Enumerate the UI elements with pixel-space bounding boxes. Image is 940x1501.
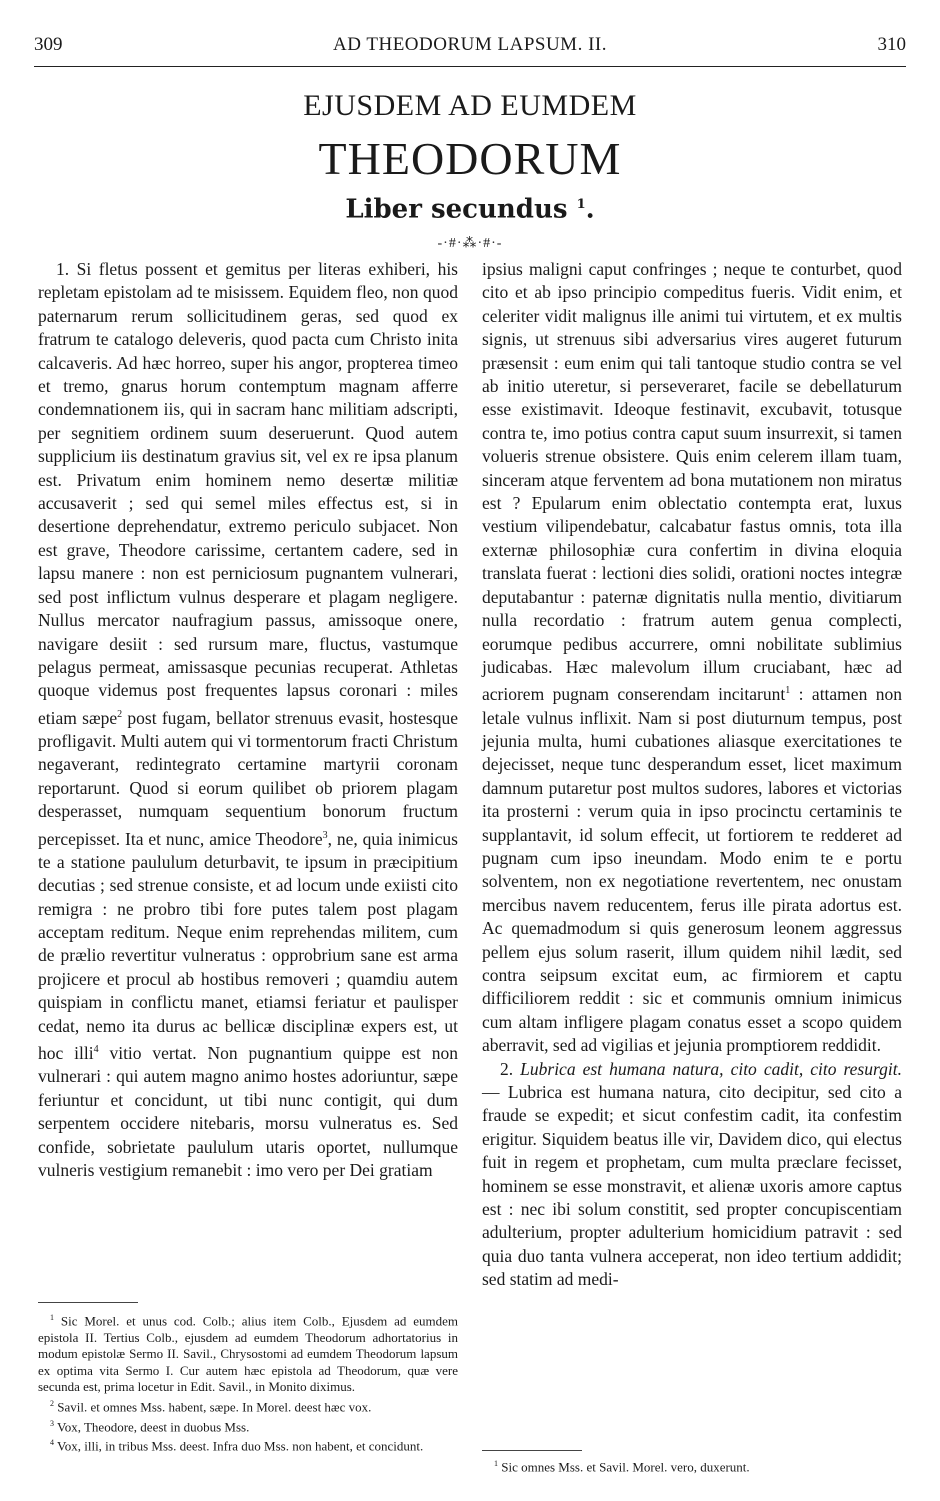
page-number-left: 309 [34, 34, 63, 55]
text-run: ipsius maligni caput confringes ; neque te conturbet, quod cito et ab ipso principio compeditus fueris. Vidit enim, et celeriter vidit malignus ille animi tui virtutem, et ex multis signis, ut strenuus sibi adversarius vires augeret futurum præsensit : eum enim qui tali tantoque studio contra se vel ab initio uteretur, si perseveraret, facile se debellaturum esse existimavit. Ideoque festinavit, excubavit, totusque contra te, imo potius contra caput suum insurrexit, si tamen volueris strenue obsistere. Quis enim celerem illam tuam, sinceram atque ferventem ad bona mutationem non miratus est ? Epularum enim oblectatio contempta erat, luxus vestium vilipendebatur, calcabatur fastus omnis, tota illa externæ philosophiæ cura confertim in divina eloquia translata fuerat : lectioni dies solidi, orationi noctes integræ deputabantur : paternæ dignitatis nulla mentio, divitiarum nulla recordatio : fratrum autem genua complecti, eorumque pedibus accurrere, omni nobilitate sublimius judicabas. Hæc malevolum illum cruciabant, hæc ad acriorem pugnam conserendam incitarunt [482, 259, 902, 705]
footnote-4 [38, 1435, 458, 1455]
footnote-text: Vox, illi, in tribus Mss. deest. Infra duo Mss. non habent, et concidunt. [54, 1438, 424, 1454]
footnote-text: Savil. et omnes Mss. habent, sæpe. In Morel. deest hæc vox. [54, 1399, 372, 1415]
page-number-right: 310 [877, 34, 906, 55]
title-block [0, 86, 940, 252]
text-run: , ne, quia inimicus te a statione paululum deturbavit, te ipsum in præcipitium decutias ; sed strenue consiste, et ad locum unde exiisti cito remigra : ne probro tibi fore putes talem post plagam acceptam reditum. Neque enim reprehendas militem, cum de prælio revertitur vulneratus : opprobrium sane est arma projicere et procul ab hostibus removeri ; quamdiu autem quispiam in conflictu manet, etiamsi feriatur et paulisper cedat, nemo ita durus ac bellicæ disciplinæ expers est, ut hoc illi [38, 828, 458, 1063]
footnote-marker: 4 [50, 1438, 54, 1448]
running-header [30, 32, 910, 62]
title-line-2: THEODORUM [318, 133, 622, 184]
footnote-text: Vox, Theodore, deest in duobus Mss. [54, 1418, 250, 1434]
section-heading: Lubrica est humana natura, cito cadit, cito resurgit. [520, 1058, 902, 1079]
footnote-2 [38, 1396, 458, 1416]
paragraph-number: 2. [500, 1058, 521, 1079]
footnote-rule-left [38, 1302, 138, 1303]
text-run: — Lubrica est humana natura, cito decipitur, sed cito a fraude se expedit; et sicut confestim cadit, ita confestim erigitur. Siquidem beatus ille vir, Davidem dico, qui electus fuit in regem et prophetam, cum multa præclare fecisset, hominem se esse monstravit, et alienæ uxoris amore captus est : nec ibi solum constitit, sed propter concupiscentiam adulterium, propter adulterium homicidium patravit : sed quia duo tanta vulnera acceperat, non ideo tertium addidit; sed statim ad medi- [482, 1082, 902, 1290]
footnote-marker: 1 [576, 197, 586, 212]
paragraph-1 [38, 258, 458, 1182]
title-line-1: EJUSDEM AD EUMDEM [303, 89, 637, 122]
footnotes-right [482, 1456, 902, 1476]
paragraph-2 [482, 1058, 902, 1292]
running-title: AD THEODORUM LAPSUM. II. [333, 34, 607, 55]
title-line-3: Liber secundus $^1$. [345, 194, 595, 225]
footnotes-left [38, 1310, 458, 1455]
footnote-3 [38, 1416, 458, 1436]
text-run: : attamen non letale vulnus inflixit. Nam si post diuturnum tempus, post jejunia multa, humi cubationes aliasque exercitationes te dejecisset, neque tunc desperandum esset, licet maximum damnum putaretur post multos sudores, labores et victorias ita prosterni : verum quia in ipso procinctu certaminis te supplantavit, id solum effecit, ut fortiorem te redderet ad pugnam cum ipso ineundam. Modo enim te e portu solventem, non ex negotiatione revertentem, nec onustam mercibus navem reducentem, ferus ille pirata adortus est. Ac quemadmodum si quis generosum leonem aggressus pellem ejus solum raserit, illum quidem nihil lædit, sed contra seipsum excitat eum, ac firmiorem et captu difficiliorem reddit : sic et communis omnium inimicus cum altam infligere plagam conatus esset a scopo quidem aberravit, sed ad vigilias et jejunia promptiorem reddidit. [482, 684, 902, 1056]
footnote-marker: 4 [93, 1044, 99, 1056]
footnote-text: Sic Morel. et unus cod. Colb.; alius item Colb., Ejusdem ad eumdem epistola II. Tertius Colb., ejusdem ad eumdem Theodorum adhortatorius in modum epistolæ Sermo II. Savil., Chrysostomi ad eumdem Theodorum lapsum ex optima vita Sermo I. Cur autem hæc epistola ad Theodorum, quæ vere secunda est, prima locetur in Edit. Savil., in Monito diximus. [38, 1313, 458, 1395]
footnote-marker: 3 [50, 1418, 54, 1428]
header-rule [34, 66, 906, 67]
ornament-divider: -·#·⁂·#·- [437, 235, 503, 251]
footnote-marker: 2 [117, 708, 123, 720]
text-run: post fugam, bellator strenuus evasit, hostesque profligavit. Multi autem qui vi tormentorum fracti Christum negaverant, redintegrato certamine martyrii coronam reportarunt. Quod si eorum quilibet ob priorem plagam desperasset, numquam sequentium bonorum fructum percepisset. Ita et nunc, amice Theodore [38, 707, 458, 849]
book-label: Liber secundus [345, 194, 568, 225]
footnote-rule-right [482, 1450, 582, 1451]
footnote-text: Sic omnes Mss. et Savil. Morel. vero, duxerunt. [498, 1459, 750, 1475]
left-column [38, 258, 458, 1182]
footnote-marker: 1 [785, 685, 791, 697]
text-run: vitio vertat. Non pugnantium quippe est non vulnerari : qui autem magno animo hostes adoriuntur, sæpe feriuntur et concidunt, ut tibi nunc contigit, qui dum serpentem occidere nitebaris, morsu vulneratus es. Sed confide, sobrietate paululum utaris oportet, nullumque vulneris vestigium remanebit : imo vero per Dei gratiam [38, 1042, 459, 1180]
footnote-marker: 3 [322, 829, 328, 841]
footnote-marker: 1 [50, 1313, 54, 1322]
footnote-marker: 2 [50, 1398, 54, 1408]
right-column [482, 258, 902, 1292]
text-run: 1. Si fletus possent et gemitus per literas exhiberi, his repletam epistolam ad te misissem. Equidem fleo, non quod paternarum rerum sollicitudinem geras, sed quod ex fratrum te catalogo deleveris, quod pacta cum Christo inita calcaveris. Ad hæc horreo, super his angor, propterea timeo et tremo, gnarus horum contemptum magnam afferre condemnationem iis, qui in sacram hanc militiam adscripti, per segnitiem ordinem suum deseruerunt. Quod autem supplicium iis destinatum gravius sit, vel ex re ipsa planum est. Privatum enim hominem nemo desertæ militiæ accusaverit ; sed qui semel miles effectus est, si in desertione deprehendatur, extremo periculo subjacet. Non est grave, Theodore carissime, certantem cadere, sed in lapsu manere : non est perniciosum pugnantem vulnerari, sed post inflictum vulnus desperare et plagam negligere. Nullus mercator naufragium passus, amissoque onere, navigare desiit : sed rursum mare, fluctus, vastumque pelagus permeat, amissasque pecunias recuperat. Athletas quoque videmus post frequentes lapsus coronari : miles etiam sæpe [38, 259, 458, 728]
paragraph-1-continued [482, 258, 902, 1058]
footnote-1 [38, 1310, 458, 1396]
footnote-1 [482, 1456, 902, 1476]
footnote-marker: 1 [494, 1459, 498, 1468]
